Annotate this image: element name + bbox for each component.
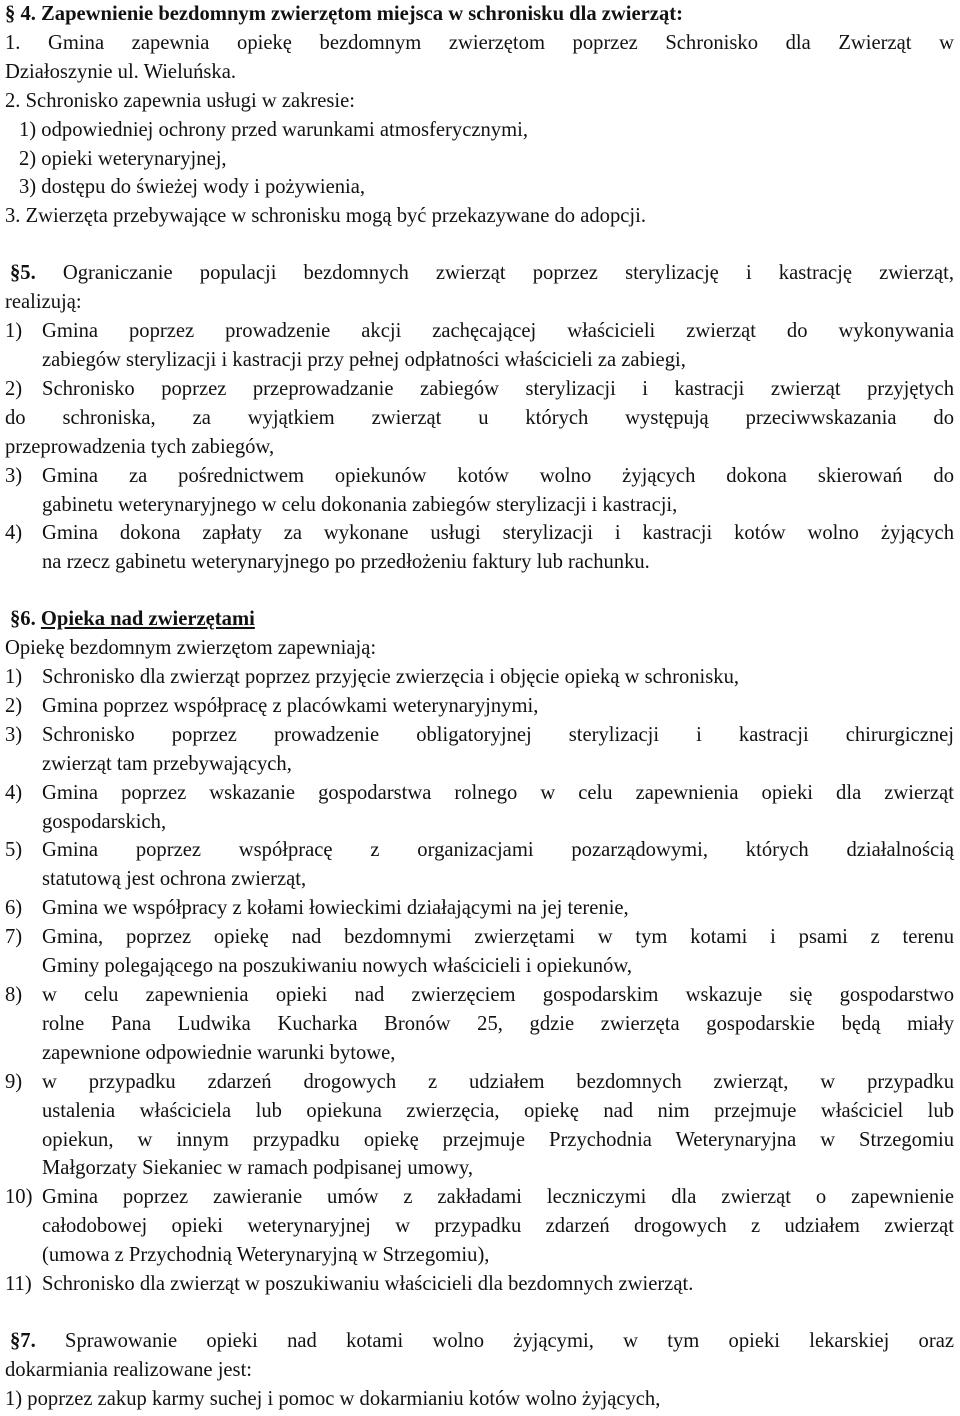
item-number: 8) [5, 984, 23, 1006]
item-line: na rzecz gabinetu weterynaryjnego po przedłożeniu faktury lub rachunku. [42, 551, 650, 574]
item-line: Gmina poprzez wskazanie gospodarstwa rolnego w celu zapewnienia opieki dla zwierząt [42, 781, 954, 804]
section-5-item-2 [5, 375, 954, 462]
item-number: 5) [5, 839, 23, 862]
section-4-subitem: 1) odpowiedniej ochrony przed warunkami atmosferycznymi, [19, 118, 528, 141]
item-line: zabiegów sterylizacji i kastracji przy pełnej odpłatności właścicieli za zabiegi, [42, 348, 686, 371]
item-number: 9) [5, 1070, 23, 1093]
item-number: 4) [5, 781, 23, 804]
section-5-intro-text: Ograniczanie populacji bezdomnych zwierząt poprzez sterylizację i kastrację zwierząt, [62, 262, 954, 285]
section-4-point-3: 3. Zwierzęta przebywające w schronisku mogą być przekazywane do adopcji. [5, 205, 646, 228]
item-number: 3) [5, 723, 23, 746]
item-number: 2) [5, 694, 23, 717]
item-line: Gmina poprzez prowadzenie akcji zachęcającej właścicieli zwierząt do wykonywania [42, 320, 954, 343]
section-6-item-2 [5, 692, 954, 721]
section-6-item-6 [5, 894, 954, 923]
item-line: przeprowadzenia tych zabiegów, [5, 435, 275, 458]
section-4-subitem: 2) opieki weterynaryjnej, [19, 147, 227, 170]
item-line: w celu zapewnienia opieki nad zwierzęciem gospodarskim wskazuje się gospodarstwo [42, 984, 954, 1006]
section-6-item-11 [5, 1270, 954, 1299]
item-line: (umowa z Przychodnią Weterynaryjną w Strzegomiu), [42, 1244, 490, 1267]
section-5-intro-line-1 [5, 259, 954, 288]
item-number: 1) [5, 666, 23, 689]
section-6-item-4 [5, 779, 954, 837]
section-6-title: Opieka nad zwierzętami [40, 608, 255, 631]
section-6-item-8 [5, 981, 954, 1068]
item-number: 6) [5, 897, 23, 920]
section-6-item-10 [5, 1183, 954, 1270]
item-line: zwierząt tam przebywających, [42, 752, 292, 775]
item-line: całodobowej opieki weterynaryjnej w przypadku zdarzeń drogowych z udziałem zwierząt [42, 1215, 954, 1238]
section-4-subitem: 3) dostępu do świeżej wody i pożywienia, [19, 176, 366, 199]
item-line: Gmina poprzez zawieranie umów z zakładami leczniczymi dla zwierząt o zapewnienie [42, 1186, 954, 1209]
section-6-item-7 [5, 923, 954, 981]
section-5-item-4 [5, 519, 954, 577]
section-5-item-3 [5, 462, 954, 520]
item-line: Gmina we współpracy z kołami łowieckimi działającymi na jej terenie, [42, 897, 629, 920]
section-4-title: § 4. Zapewnienie bezdomnym zwierzętom miejsca w schronisku dla zwierząt: [5, 3, 683, 25]
section-6-item-9 [5, 1068, 954, 1184]
item-number: 10) [5, 1186, 33, 1209]
item-line: opiekun, w innym przypadku opiekę przejmuje Przychodnia Weterynaryjna w Strzegomiu [42, 1128, 954, 1151]
item-line: Gminy polegającego na poszukiwaniu nowych właścicieli i opiekunów, [42, 955, 633, 978]
item-number: 3) [5, 464, 23, 487]
section-7-intro-text: Sprawowanie opieki nad kotami wolno żyjącymi, w tym opieki lekarskiej oraz [65, 1329, 954, 1352]
item-line: Małgorzaty Siekaniec w ramach podpisanej umowy, [42, 1157, 474, 1180]
item-line: Schronisko dla zwierząt poprzez przyjęcie zwierzęcia i objęcie opieką w schronisku, [42, 666, 740, 689]
item-line: gospodarskich, [42, 810, 167, 833]
item-number: 11) [5, 1273, 32, 1296]
section-7-number: §7. [10, 1329, 36, 1352]
section-6-intro: Opiekę bezdomnym zwierzętom zapewniają: [5, 637, 377, 660]
section-4-point-2: 2. Schronisko zapewnia usługi w zakresie: [5, 89, 356, 112]
item-line: w przypadku zdarzeń drogowych z udziałem bezdomnych zwierząt, w przypadku [42, 1070, 954, 1093]
section-7-intro-line-2: dokarmiania realizowane jest: [5, 1358, 253, 1381]
section-6-item-1 [5, 663, 954, 692]
section-5-number: §5. [10, 262, 36, 285]
item-number: 7) [5, 926, 23, 949]
section-4-point-1-line-1: 1. Gmina zapewnia opiekę bezdomnym zwierzętom poprzez Schronisko dla Zwierząt w [5, 31, 954, 54]
item-line: Gmina dokona zapłaty za wykonane usługi sterylizacji i kastracji kotów wolno żyjących [42, 522, 954, 545]
section-6-item-5 [5, 836, 954, 894]
section-5-intro-line-2: realizują: [5, 291, 82, 314]
item-line: Gmina za pośrednictwem opiekunów kotów wolno żyjących dokona skierowań do [42, 464, 954, 487]
item-line: Gmina, poprzez opiekę nad bezdomnymi zwierzętami w tym kotami i psami z terenu [42, 926, 954, 949]
section-4-point-1-line-2: Działoszynie ul. Wieluńska. [5, 60, 236, 83]
section-6-number: §6. [10, 608, 36, 631]
section-7-item-1: 1) poprzez zakup karmy suchej i pomoc w dokarmianiu kotów wolno żyjących, [5, 1387, 661, 1410]
item-line: Schronisko poprzez przeprowadzanie zabiegów sterylizacji i kastracji zwierząt przyjętych [42, 377, 954, 400]
item-line: Schronisko poprzez prowadzenie obligatoryjnej sterylizacji i kastracji chirurgicznej [42, 723, 954, 746]
item-line: Gmina poprzez współpracę z organizacjami pozarządowymi, których działalnością [42, 839, 954, 862]
item-line: Schronisko dla zwierząt w poszukiwaniu właścicieli dla bezdomnych zwierząt. [42, 1273, 694, 1296]
item-number: 4) [5, 522, 23, 545]
item-number: 2) [5, 377, 23, 400]
item-line: do schroniska, za wyjątkiem zwierząt u których występują przeciwwskazania do [5, 406, 954, 429]
item-line: zapewnione odpowiednie warunki bytowe, [42, 1041, 396, 1064]
item-line: Gmina poprzez współpracę z placówkami weterynaryjnymi, [42, 694, 539, 717]
item-line: statutową jest ochrona zwierząt, [42, 868, 307, 891]
section-5-item-1 [5, 317, 954, 375]
item-line: gabinetu weterynaryjnego w celu dokonania zabiegów sterylizacji i kastracji, [42, 493, 678, 516]
item-line: ustalenia właściciela lub opiekuna zwierzęcia, opiekę nad nim przejmuje właściciel lub [42, 1099, 954, 1122]
item-number: 1) [5, 320, 23, 343]
section-6-item-3 [5, 721, 954, 779]
item-line: rolne Pana Ludwika Kucharka Bronów 25, gdzie zwierzęta gospodarskie będą miały [42, 1012, 954, 1035]
section-6-heading [5, 605, 954, 634]
section-7-intro-line-1 [5, 1327, 954, 1356]
